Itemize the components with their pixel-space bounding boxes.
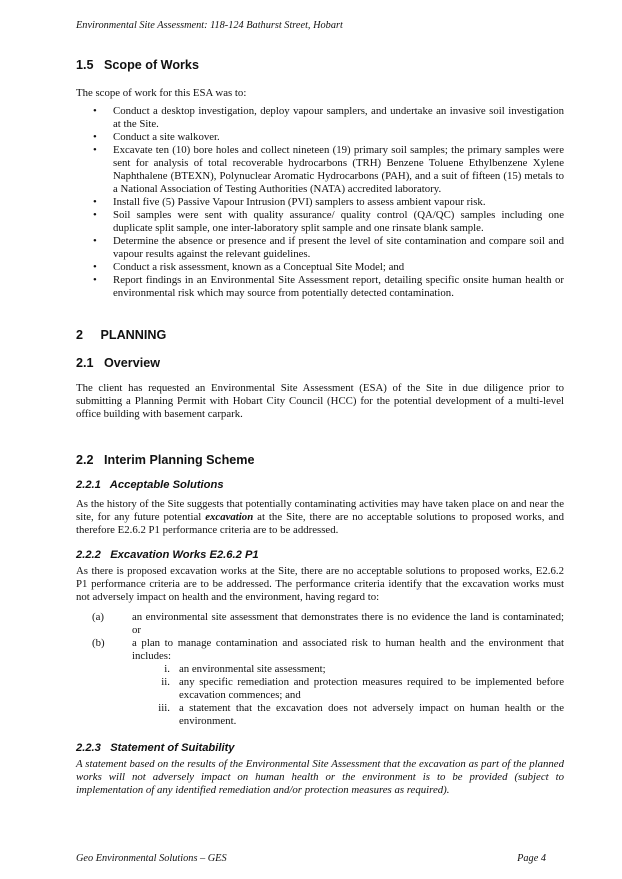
heading-2-1-overview: 2.1 Overview — [76, 356, 161, 370]
criteria-subitem-iii: iii. a statement that the excavation does not adversely impact on human health or the environment. — [158, 702, 564, 727]
criteria-item-a: (a) an environmental site assessment that demonstrates there is no evidence the land is contaminated; or — [92, 611, 564, 636]
scope-bullet-item: • Report findings in an Environmental Site Assessment report, detailing specific onsite human health or environmental risk which may source from potentially detected contamination. — [93, 274, 564, 299]
scope-bullet-list — [76, 105, 564, 300]
bullet-icon: • — [93, 144, 97, 156]
criteria-item-b: (b) a plan to manage contamination and associated risk to human health and the environment that includes: — [92, 637, 564, 662]
bullet-icon: • — [93, 261, 97, 273]
page-header: Environmental Site Assessment: 118-124 Bathurst Street, Hobart — [76, 20, 343, 31]
scope-intro: The scope of work for this ESA was to: — [76, 87, 247, 99]
heading-2-2-1-acceptable-solutions: 2.2.1 Acceptable Solutions — [76, 479, 224, 491]
statement-of-suitability-body: A statement based on the results of the Environmental Site Assessment that the excavation as part of the planned works will not adversely impact on human health or the environment is to be provided (subject to implementation of any identified remediation and/or protection measures as required). — [76, 758, 564, 796]
criteria-subitem-i: i. an environmental site assessment; — [164, 663, 326, 675]
scope-bullet-item: • Soil samples were sent with quality assurance/ quality control (QA/QC) samples including one duplicate split sample, one inter-laboratory split sample and one rinsate blank sample. — [93, 209, 564, 234]
scope-bullet-item: • Excavate ten (10) bore holes and collect nineteen (19) primary soil samples; the primary samples were sent for analysis of total recoverable hydrocarbons (TRH) Benzene Toluene Ethylbenzene Xylene Naphthalene (BTEXN), Polynuclear Aromatic Hydrocarbons (PAH), and a suit of fifteen (15) metals to a National Association of Testing Authorities (NATA) accredited laboratory. — [93, 144, 564, 195]
overview-body: The client has requested an Environmental Site Assessment (ESA) of the Site in due diligence prior to submitting a Planning Permit with Hobart City Council (HCC) for the potential development of a multi-level office building with basement carpark. — [76, 382, 564, 420]
scope-bullet-item: • Install five (5) Passive Vapour Intrusion (PVI) samplers to assess ambient vapour risk. — [93, 196, 486, 208]
bullet-icon: • — [93, 105, 97, 117]
heading-2-2-2-excavation-works: 2.2.2 Excavation Works E2.6.2 P1 — [76, 549, 259, 561]
bullet-icon: • — [93, 209, 97, 221]
page-footer — [76, 853, 546, 864]
criteria-subitem-ii: ii. any specific remediation and protection measures required to be implemented before excavation commences; and — [161, 676, 564, 701]
scope-bullet-item: • Conduct a desktop investigation, deploy vapour samplers, and undertake an invasive soil investigation at the Site. — [93, 105, 564, 130]
page-content — [76, 58, 564, 797]
bullet-icon: • — [93, 274, 97, 286]
footer-company: Geo Environmental Solutions – GES — [76, 853, 227, 864]
scope-bullet-item: • Conduct a risk assessment, known as a Conceptual Site Model; and — [93, 261, 405, 273]
acceptable-solutions-body: As the history of the Site suggests that potentially contaminating activities may have taken place on and near the site, for any future potential excavation at the Site, there are no acceptable solutions to proposed works, and therefore E2.6.2 P1 performance criteria are to be addressed. — [76, 498, 564, 536]
bullet-icon: • — [93, 131, 97, 143]
excavation-emphasis: excavation — [205, 511, 254, 523]
bullet-icon: • — [93, 235, 97, 247]
heading-1-5-scope-of-works: 1.5 Scope of Works — [76, 58, 199, 72]
scope-bullet-item: • Determine the absence or presence and if present the level of site contamination and compare soil and vapour results against the relevant guidelines. — [93, 235, 564, 260]
bullet-icon: • — [93, 196, 97, 208]
heading-2-2-3-statement-of-suitability: 2.2.3 Statement of Suitability — [76, 742, 235, 754]
heading-2-planning: 2 PLANNING — [76, 328, 167, 342]
heading-2-2-interim-planning-scheme: 2.2 Interim Planning Scheme — [76, 453, 255, 467]
criteria-list — [76, 611, 564, 728]
page-number: Page 4 — [517, 853, 546, 864]
scope-bullet-item: • Conduct a site walkover. — [93, 131, 220, 143]
excavation-works-body: As there is proposed excavation works at the Site, there are no acceptable solutions to proposed works, E2.6.2 P1 performance criteria are to be addressed. The performance criteria identify that the excavation works must not adversely impact on health and the environment, having regard to: — [76, 565, 564, 603]
